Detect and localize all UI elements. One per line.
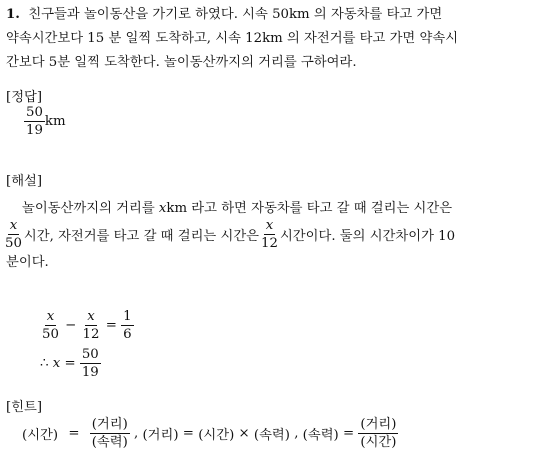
- hint-heading: [힌트]: [6, 400, 43, 415]
- problem-line-1: [6, 3, 442, 27]
- comma: ,: [134, 426, 139, 442]
- denominator: 50: [42, 327, 59, 343]
- times-sign: ×: [238, 426, 250, 442]
- hint-speed: (속력): [302, 428, 339, 444]
- answer-numerator: 50: [24, 106, 45, 122]
- explanation-text: 시간, 자전거를 타고 갈 때 걸리는 시간은: [23, 229, 260, 245]
- hint-fraction-distance-over-time: [358, 418, 398, 450]
- equals-sign: =: [342, 426, 355, 442]
- denominator: 50: [5, 236, 22, 252]
- numerator: 1: [121, 310, 133, 326]
- answer-fraction: [24, 106, 45, 138]
- answer-unit: km: [44, 114, 66, 130]
- explanation-text: 놀이동산까지의 거리를: [22, 201, 159, 216]
- hint-fraction-distance-over-speed: [90, 418, 130, 450]
- explanation-text: 시간이다. 둘의 시간차이가 10: [279, 229, 456, 245]
- explanation-text: km 라고 하면 자동차를 타고 갈 때 걸리는 시간은: [166, 201, 453, 216]
- fraction-50-over-19: [80, 348, 101, 380]
- numerator: 50: [80, 348, 101, 364]
- fraction-1-over-6: [121, 310, 133, 342]
- comma: ,: [294, 426, 299, 442]
- explanation-line-2: [3, 219, 455, 251]
- answer-value: [24, 106, 66, 138]
- fraction-x-over-12: [259, 219, 280, 251]
- fraction-x-over-50: [40, 310, 61, 342]
- problem-line-2: 약속시간보다 15 분 일찍 도착하고, 시속 12km 의 자전거를 타고 가면 약속시: [6, 31, 459, 46]
- numerator: x: [85, 310, 97, 326]
- problem-number: 1.: [6, 7, 20, 22]
- problem-text-1: 친구들과 놀이동산을 가기로 하였다. 시속 50km 의 자동차를 타고 가면: [28, 7, 443, 22]
- problem-line-3: 간보다 5분 일찍 도착한다. 놀이동산까지의 거리를 구하여라.: [6, 55, 357, 70]
- answer-denominator: 19: [26, 123, 43, 139]
- numerator: (거리): [358, 418, 398, 434]
- equation-2: [40, 348, 101, 380]
- denominator: (속력): [91, 435, 128, 451]
- denominator: 12: [261, 236, 278, 252]
- denominator: 6: [123, 327, 132, 343]
- hint-distance: (거리): [142, 428, 179, 444]
- numerator: x: [8, 219, 20, 235]
- hint-formulas: [22, 418, 398, 450]
- fraction-x-over-12: [81, 310, 102, 342]
- equals-sign: =: [64, 356, 76, 372]
- equals-sign: =: [182, 426, 194, 442]
- therefore-symbol: ∴: [40, 356, 49, 372]
- minus-sign: −: [65, 318, 77, 334]
- explanation-heading: [해설]: [6, 174, 43, 189]
- numerator: x: [264, 219, 276, 235]
- explanation-line-3: 분이다.: [6, 255, 49, 270]
- variable-x: x: [158, 201, 167, 216]
- equals-sign: =: [68, 426, 80, 442]
- fraction-x-over-50: [3, 219, 24, 251]
- denominator: 12: [82, 327, 100, 343]
- hint-time: (시간): [22, 428, 59, 444]
- answer-heading: [정답]: [6, 90, 43, 105]
- hint-speed: (속력): [253, 428, 290, 444]
- hint-time: (시간): [198, 428, 235, 444]
- denominator: (시간): [360, 435, 397, 451]
- equals-sign: =: [105, 318, 117, 334]
- equation-1: [40, 310, 134, 342]
- numerator: x: [45, 310, 57, 326]
- explanation-line-1: [22, 197, 452, 221]
- variable-x: x: [52, 356, 61, 372]
- denominator: 19: [81, 365, 99, 381]
- numerator: (거리): [90, 418, 130, 434]
